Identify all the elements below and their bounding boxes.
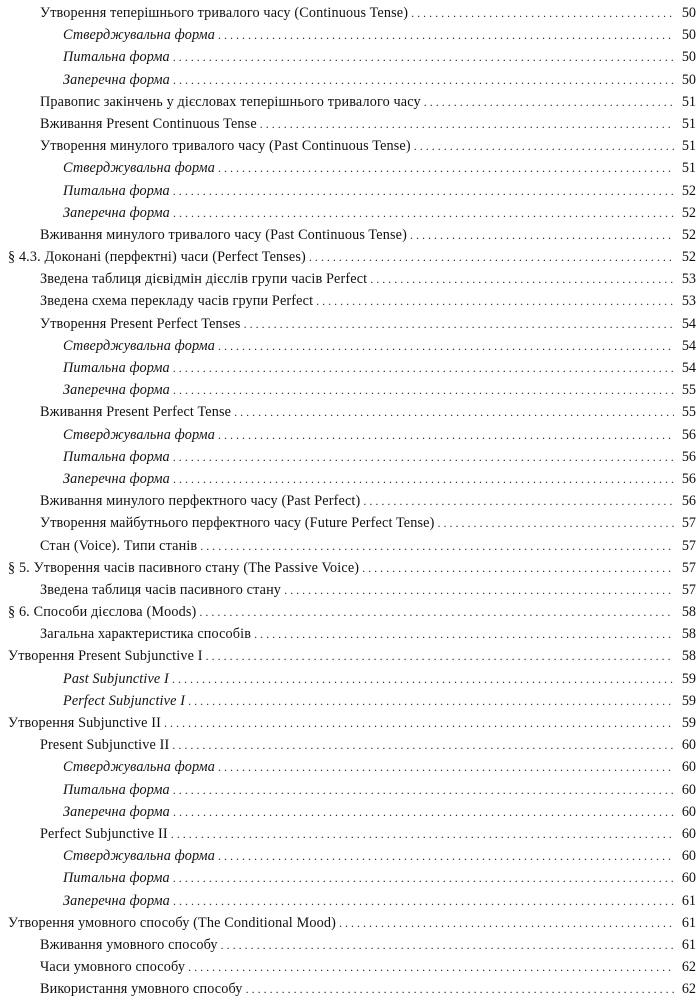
toc-entry-page-number: 53	[681, 271, 696, 288]
toc-entry-page-number: 50	[681, 71, 696, 88]
toc-entry[interactable]	[0, 756, 700, 778]
toc-entry-page-number: 62	[681, 981, 696, 998]
toc-entry-title: Стверджувальна форма	[63, 759, 215, 776]
toc-entry[interactable]	[0, 912, 700, 934]
toc-entry[interactable]	[0, 46, 700, 68]
toc-entry-page-number: 51	[681, 115, 696, 132]
toc-entry[interactable]	[0, 180, 700, 202]
toc-entry-page-number: 52	[681, 226, 696, 243]
toc-entry-title: Вживання Present Continuous Tense	[40, 115, 257, 132]
toc-entry[interactable]	[0, 24, 700, 46]
toc-entry-page-number: 53	[681, 293, 696, 310]
dot-leader	[173, 446, 674, 468]
dot-leader	[363, 490, 674, 512]
toc-entry-title: Вживання умовного способу	[40, 936, 218, 953]
toc-entry[interactable]	[0, 401, 700, 423]
dot-leader	[410, 224, 674, 246]
toc-entry[interactable]	[0, 934, 700, 956]
toc-entry[interactable]	[0, 246, 700, 268]
toc-entry-title: Утворення умовного способу (The Conditional Mood)	[8, 914, 336, 931]
dot-leader	[316, 290, 674, 312]
toc-entry[interactable]	[0, 690, 700, 712]
toc-entry-page-number: 59	[681, 670, 696, 687]
toc-entry-page-number: 52	[681, 182, 696, 199]
toc-entry[interactable]	[0, 712, 700, 734]
toc-entry-title: Стверджувальна форма	[63, 337, 215, 354]
toc-entry-page-number: 60	[681, 737, 696, 754]
dot-leader	[244, 313, 674, 335]
toc-entry-title: Питальна форма	[63, 182, 170, 199]
toc-entry-title: § 6. Способи дієслова (Moods)	[8, 604, 197, 621]
dot-leader	[206, 645, 674, 667]
toc-entry[interactable]	[0, 512, 700, 534]
toc-entry-title: Заперечна форма	[63, 892, 170, 909]
toc-entry[interactable]	[0, 734, 700, 756]
toc-entry-title: Past Subjunctive I	[63, 670, 169, 687]
toc-entry-page-number: 56	[681, 470, 696, 487]
dot-leader	[411, 2, 674, 24]
toc-entry-page-number: 60	[681, 803, 696, 820]
dot-leader	[173, 468, 674, 490]
toc-entry-title: Загальна характеристика способів	[40, 626, 252, 643]
toc-entry[interactable]	[0, 956, 700, 978]
dot-leader	[260, 113, 674, 135]
toc-entry-page-number: 58	[681, 648, 696, 665]
toc-entry[interactable]	[0, 157, 700, 179]
toc-entry-page-number: 60	[681, 781, 696, 798]
toc-entry-title: Питальна форма	[63, 870, 170, 887]
toc-entry-page-number: 60	[681, 759, 696, 776]
toc-entry[interactable]	[0, 424, 700, 446]
toc-entry-title: Заперечна форма	[63, 803, 170, 820]
toc-entry[interactable]	[0, 379, 700, 401]
toc-entry-title: Perfect Subjunctive II	[40, 825, 168, 842]
toc-entry-title: Питальна форма	[63, 360, 170, 376]
dot-leader	[234, 401, 674, 423]
toc-entry-title: Утворення майбутнього перфектного часу (Future Perfect Tense)	[40, 515, 435, 532]
dot-leader	[188, 690, 674, 712]
toc-entry[interactable]	[0, 357, 700, 379]
dot-leader	[218, 335, 674, 357]
toc-entry-title: Стверджувальна форма	[63, 848, 215, 865]
toc-entry-title: Зведена таблиця дієвідмін дієслів групи часів Perfect	[40, 271, 368, 288]
toc-entry-page-number: 56	[681, 448, 696, 465]
toc-entry-title: Утворення Present Perfect Tenses	[40, 315, 241, 332]
toc-entry[interactable]	[0, 290, 700, 312]
toc-entry[interactable]	[0, 202, 700, 224]
dot-leader	[173, 379, 674, 401]
toc-entry[interactable]	[0, 313, 700, 335]
toc-entry[interactable]	[0, 823, 700, 845]
toc-entry-page-number: 57	[681, 559, 696, 576]
toc-entry-title: Стан (Voice). Типи станів	[40, 537, 198, 554]
toc-entry[interactable]	[0, 446, 700, 468]
dot-leader	[173, 69, 674, 91]
toc-entry[interactable]	[0, 978, 700, 1000]
toc-entry-page-number: 58	[681, 626, 696, 643]
toc-entry-page-number: 60	[681, 870, 696, 887]
toc-entry-page-number: 55	[681, 404, 696, 421]
dot-leader	[414, 135, 674, 157]
toc-entry[interactable]	[0, 113, 700, 135]
dot-leader	[164, 712, 674, 734]
dot-leader	[362, 557, 674, 579]
dot-leader	[173, 202, 674, 224]
toc-entry-page-number: 58	[681, 604, 696, 621]
toc-entry[interactable]	[0, 2, 700, 24]
toc-entry-title: Утворення минулого тривалого часу (Past Continuous Tense)	[40, 138, 411, 155]
toc-entry-page-number: 56	[681, 493, 696, 510]
dot-leader	[200, 535, 674, 557]
toc-entry[interactable]	[0, 890, 700, 912]
toc-entry-title: § 5. Утворення часів пасивного стану (The Passive Voice)	[8, 559, 360, 576]
dot-leader	[246, 978, 674, 1000]
dot-leader	[339, 912, 674, 934]
dot-leader	[218, 845, 674, 867]
toc-entry-title: Perfect Subjunctive I	[63, 692, 186, 709]
toc-entry-page-number: 51	[681, 138, 696, 155]
dot-leader	[218, 157, 674, 179]
toc-entry[interactable]	[0, 779, 700, 801]
toc-entry-title: Вживання минулого тривалого часу (Past Continuous Tense)	[40, 226, 407, 243]
toc-entry-title: § 4.3. Доконані (перфектні) часи (Perfect Tenses)	[8, 249, 306, 266]
toc-entry-page-number: 57	[681, 537, 696, 554]
dot-leader	[173, 867, 674, 889]
toc-entry-page-number: 54	[681, 360, 696, 376]
toc-entry-title: Утворення теперішнього тривалого часу (Continuous Tense)	[40, 5, 409, 21]
dot-leader	[309, 246, 674, 268]
toc-entry-title: Питальна форма	[63, 448, 170, 465]
dot-leader	[284, 579, 674, 601]
toc-entry[interactable]	[0, 557, 700, 579]
toc-entry[interactable]	[0, 845, 700, 867]
toc-entry-title: Питальна форма	[63, 49, 170, 66]
toc-entry-page-number: 61	[681, 892, 696, 909]
toc-entry[interactable]	[0, 135, 700, 157]
toc-entry-page-number: 61	[681, 936, 696, 953]
dot-leader	[173, 779, 674, 801]
toc-entry[interactable]	[0, 268, 700, 290]
toc-entry-page-number: 50	[681, 49, 696, 66]
toc-entry[interactable]	[0, 601, 700, 623]
toc-entry[interactable]	[0, 668, 700, 690]
dot-leader	[173, 801, 674, 823]
toc-entry-title: Утворення Subjunctive II	[8, 715, 161, 731]
toc-entry-page-number: 52	[681, 204, 696, 221]
dot-leader	[221, 934, 674, 956]
toc-entry[interactable]	[0, 867, 700, 889]
dot-leader	[218, 424, 674, 446]
toc-entry[interactable]	[0, 645, 700, 667]
toc-entry-title: Заперечна форма	[63, 204, 170, 221]
toc-entry-title: Present Subjunctive II	[40, 737, 170, 754]
toc-entry-page-number: 54	[681, 337, 696, 354]
dot-leader	[218, 24, 674, 46]
toc-entry[interactable]	[0, 468, 700, 490]
toc-entry-title: Правопис закінчень у дієсловах теперішнього тривалого часу	[40, 93, 421, 110]
dot-leader	[172, 734, 674, 756]
toc-entry-title: Заперечна форма	[63, 71, 170, 88]
toc-entry-page-number: 50	[681, 5, 696, 21]
toc-entry[interactable]	[0, 91, 700, 113]
toc-entry-page-number: 51	[681, 93, 696, 110]
toc-entry-page-number: 52	[681, 249, 696, 266]
toc-entry-title: Заперечна форма	[63, 470, 170, 487]
toc-entry-page-number: 62	[681, 959, 696, 976]
toc-entry-title: Зведена таблиця часів пасивного стану	[40, 581, 282, 598]
toc-entry-page-number: 60	[681, 825, 696, 842]
toc-entry-page-number: 55	[681, 382, 696, 399]
toc-entry[interactable]	[0, 623, 700, 645]
toc-entry[interactable]	[0, 69, 700, 91]
toc-entry-page-number: 60	[681, 848, 696, 865]
toc-entry[interactable]	[0, 535, 700, 557]
toc-entry-title: Використання умовного способу	[40, 981, 243, 998]
dot-leader	[437, 512, 674, 534]
dot-leader	[173, 46, 674, 68]
toc-entry[interactable]	[0, 490, 700, 512]
toc-entry-title: Вживання Present Perfect Tense	[40, 404, 232, 421]
toc-entry-title: Стверджувальна форма	[63, 160, 215, 177]
toc-entry-title: Вживання минулого перфектного часу (Past Perfect)	[40, 493, 361, 510]
dot-leader	[188, 956, 674, 978]
toc-entry-title: Часи умовного способу	[40, 959, 186, 976]
toc-entry-page-number: 59	[681, 692, 696, 709]
dot-leader	[172, 668, 674, 690]
toc-entry[interactable]	[0, 801, 700, 823]
dot-leader	[173, 180, 674, 202]
dot-leader	[199, 601, 674, 623]
toc-entry-title: Зведена схема перекладу часів групи Perfect	[40, 293, 314, 310]
toc-entry[interactable]	[0, 224, 700, 246]
dot-leader	[218, 756, 674, 778]
toc-entry-page-number: 61	[681, 914, 696, 931]
toc-entry-page-number: 50	[681, 27, 696, 44]
toc-entry[interactable]	[0, 579, 700, 601]
dot-leader	[254, 623, 674, 645]
toc-entry-title: Питальна форма	[63, 781, 170, 798]
toc-entry-title: Утворення Present Subjunctive I	[8, 648, 203, 665]
toc-entry-title: Стверджувальна форма	[63, 27, 215, 44]
toc-entry[interactable]	[0, 335, 700, 357]
dot-leader	[370, 268, 674, 290]
toc-entry-page-number: 57	[681, 581, 696, 598]
toc-entry-page-number: 59	[681, 715, 696, 731]
dot-leader	[173, 357, 674, 379]
dot-leader	[171, 823, 674, 845]
toc-entry-title: Стверджувальна форма	[63, 426, 215, 443]
toc-entry-page-number: 56	[681, 426, 696, 443]
toc-entry-page-number: 54	[681, 315, 696, 332]
dot-leader	[173, 890, 674, 912]
dot-leader	[424, 91, 674, 113]
toc-entry-page-number: 51	[681, 160, 696, 177]
toc-entry-page-number: 57	[681, 515, 696, 532]
toc-entry-title: Заперечна форма	[63, 382, 170, 399]
